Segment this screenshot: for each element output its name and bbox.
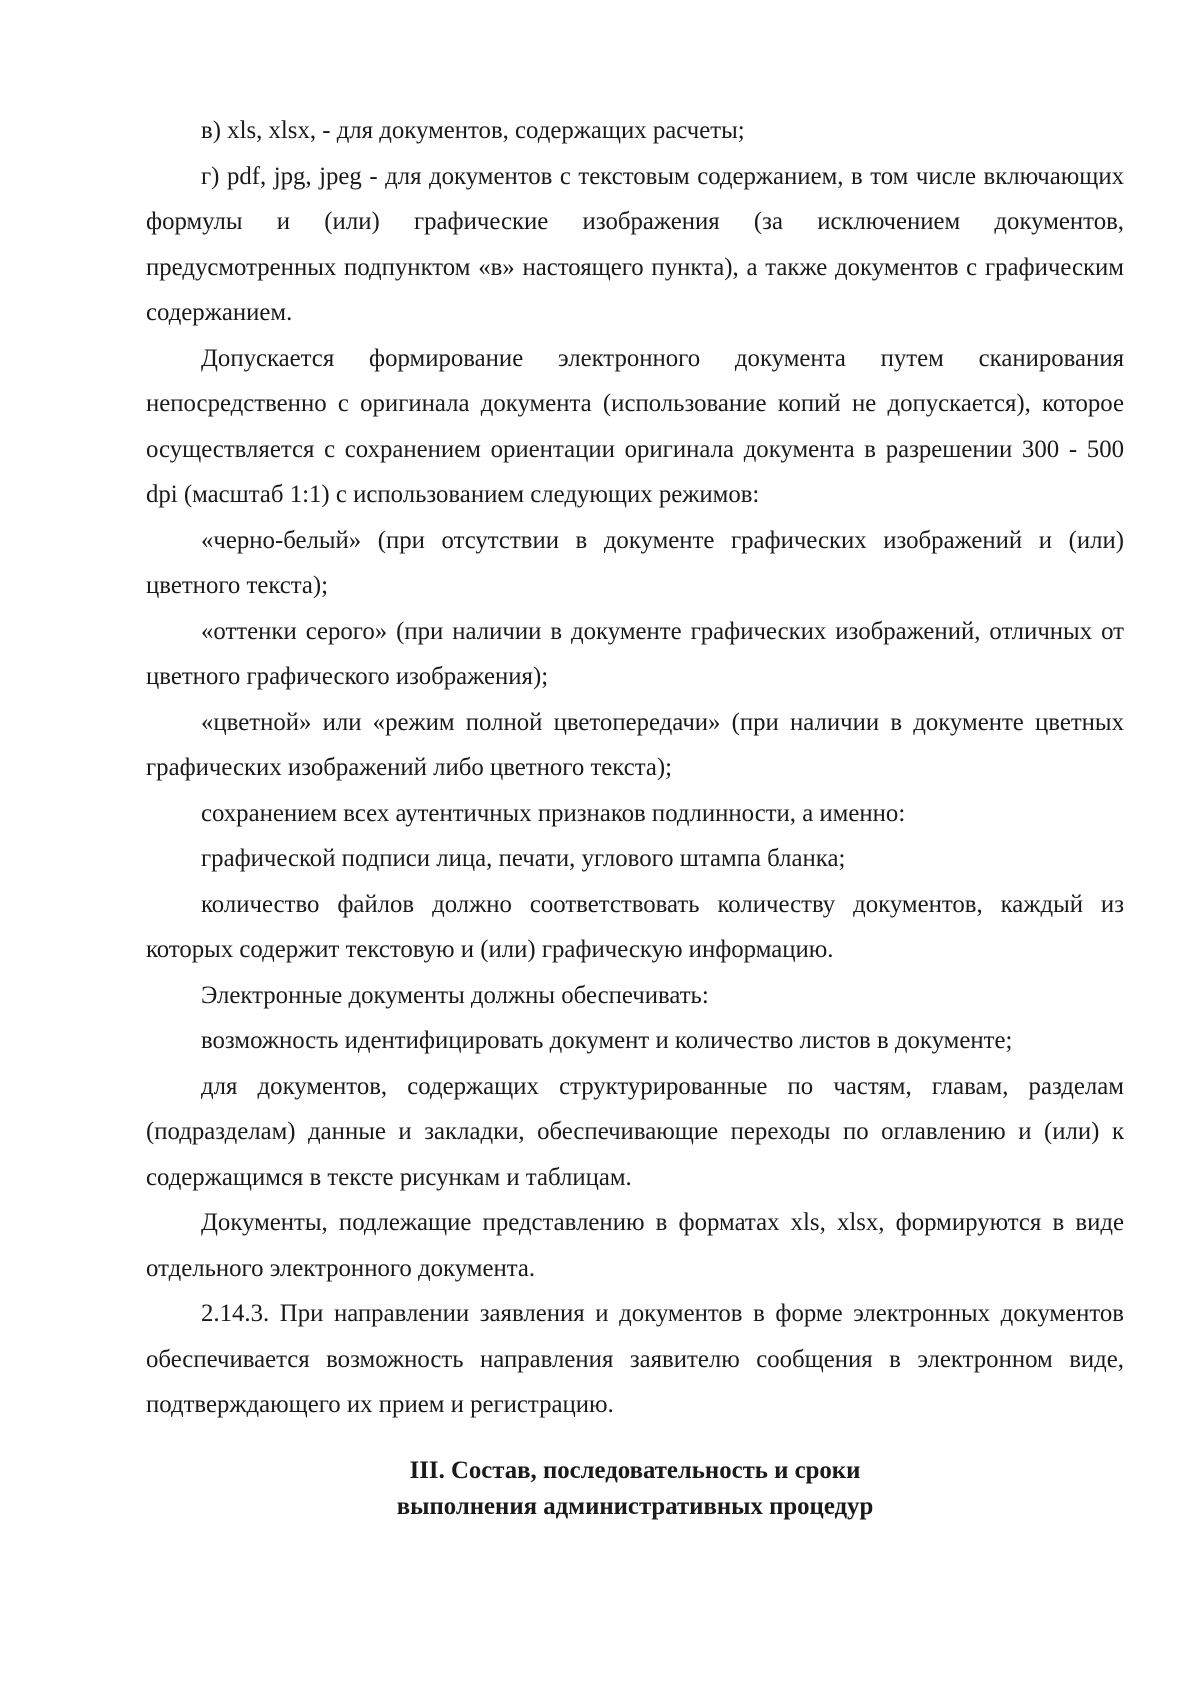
paragraph: в) xls, xlsx, - для документов, содержащих расчеты; xyxy=(201,117,745,144)
paragraph: графической подписи лица, печати, углового штампа бланка; xyxy=(201,845,846,872)
paragraph: возможность идентифицировать документ и количество листов в документе; xyxy=(201,1027,1013,1054)
paragraph: Документы, подлежащие представлению в форматах xls, xlsx, формируются в виде отдельного электронного документа. xyxy=(146,1209,1124,1282)
paragraph: г) pdf, jpg, jpeg - для документов с текстовым содержанием, в том числе включающих формулы и (или) графические изображения (за исключением документов, предусмотренных подпунктом «в» настоящего пункта), а также документов с графическим содержанием. xyxy=(146,162,1124,326)
document-body xyxy=(146,108,1124,1428)
paragraph: 2.14.3. При направлении заявления и документов в форме электронных документов обеспечивается возможность направления заявителю сообщения в электронном виде, подтверждающего их прием и регистрацию. xyxy=(146,1300,1124,1418)
section-heading-line-1: III. Состав, последовательность и сроки xyxy=(409,1457,861,1484)
section-heading xyxy=(146,1453,1124,1525)
paragraph: «цветной» или «режим полной цветопередачи» (при наличии в документе цветных графических изображений либо цветного текста); xyxy=(146,708,1124,781)
paragraph: «оттенки серого» (при наличии в документе графических изображений, отличных от цветного графического изображения); xyxy=(146,617,1124,690)
paragraph: Электронные документы должны обеспечивать: xyxy=(201,981,709,1009)
paragraph: для документов, содержащих структурированные по частям, главам, разделам (подразделам) данные и закладки, обеспечивающие переходы по оглавлению и (или) к содержащимся в тексте рисункам и таблицам. xyxy=(146,1072,1124,1191)
paragraph: Допускается формирование электронного документа путем сканирования непосредственно с оригинала документа (использование копий не допускается), которое осуществляется с сохранением ориентации оригинала документа в разрешении 300 - 500 dpi (масштаб 1:1) с использованием следующих режимов: xyxy=(146,344,1124,508)
section-heading-line-2: выполнения административных процедур xyxy=(396,1493,874,1520)
paragraph: «черно-белый» (при отсутствии в документе графических изображений и (или) цветного текста); xyxy=(146,526,1124,599)
paragraph: сохранением всех аутентичных признаков подлинности, а именно: xyxy=(201,799,906,827)
paragraph: количество файлов должно соответствовать количеству документов, каждый из которых содержит текстовую и (или) графическую информацию. xyxy=(146,890,1124,963)
